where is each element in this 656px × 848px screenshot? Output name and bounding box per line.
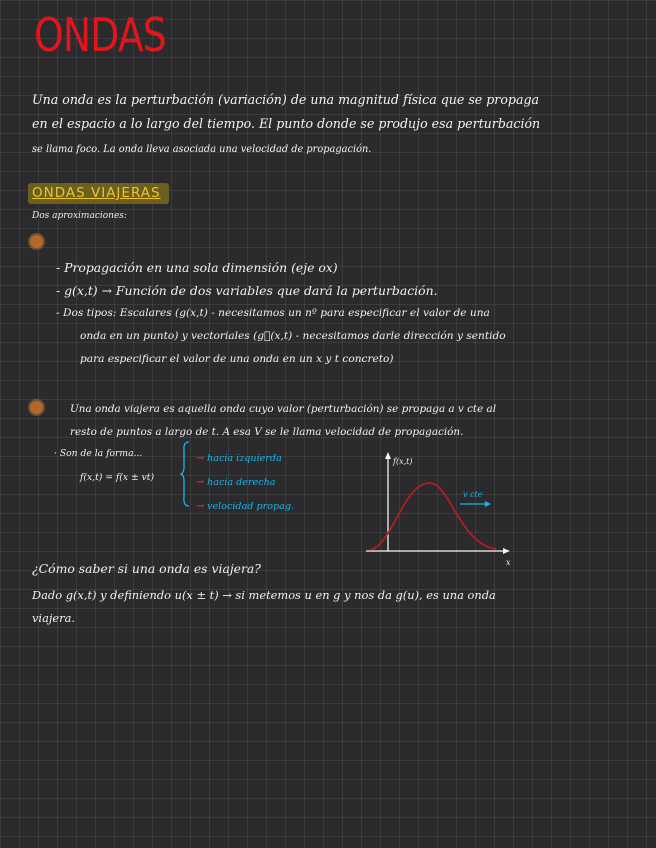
curly-brace-icon bbox=[180, 441, 190, 507]
answer-line-1: Dado g(x,t) y definiendo u(x ± t) → si metemos u en g y nos da g(u), es una onda bbox=[32, 588, 496, 602]
arrow-right-icon: → bbox=[196, 453, 205, 464]
list-item bbox=[56, 302, 626, 371]
list-item-line: onda en un punto) y vectoriales (g⃗(x,t) - necesitamos darle dirección y sentido bbox=[80, 330, 506, 342]
section-subnote: Dos aproximaciones: bbox=[32, 211, 127, 221]
bullet-dot-2 bbox=[30, 401, 43, 414]
list-item: - g(x,t) → Función de dos variables que dará la perturbación. bbox=[56, 283, 438, 298]
bullet-dot-1 bbox=[30, 235, 43, 248]
option-label: velocidad propag. bbox=[207, 501, 295, 512]
list-item: - Propagación en una sola dimensión (eje ox) bbox=[56, 260, 338, 275]
velocity-label: v cte bbox=[463, 490, 483, 499]
option-item bbox=[196, 495, 294, 519]
page-title: ONDAS bbox=[34, 8, 166, 62]
forms-label: · Son de la forma... bbox=[54, 448, 143, 459]
traveling-wave-definition bbox=[70, 398, 636, 444]
list-item-line: para especificar el valor de una onda en un x y t concreto) bbox=[80, 353, 394, 365]
intro-paragraph bbox=[32, 88, 628, 162]
y-axis-arrow-icon bbox=[385, 452, 391, 459]
direction-options bbox=[196, 447, 294, 519]
x-axis-label: x bbox=[506, 558, 511, 567]
option-item bbox=[196, 471, 294, 495]
definition-line-2: resto de puntos a largo de t. A esa V se le llama velocidad de propagación. bbox=[70, 426, 464, 438]
wave-pulse-graph bbox=[362, 450, 522, 570]
arrow-right-icon: → bbox=[196, 477, 205, 488]
intro-line-2: en el espacio a lo largo del tiempo. El punto donde se produjo esa perturbación bbox=[32, 116, 541, 131]
option-item bbox=[196, 447, 294, 471]
y-axis-label: f(x,t) bbox=[393, 457, 413, 466]
x-axis-arrow-icon bbox=[503, 548, 510, 554]
answer-line-2: viajera. bbox=[32, 611, 75, 625]
velocity-arrow-icon bbox=[485, 501, 491, 507]
answer-paragraph bbox=[32, 584, 632, 630]
intro-line-1: Una onda es la perturbación (variación) de una magnitud física que se propaga bbox=[32, 92, 540, 107]
approximations-list bbox=[56, 256, 626, 371]
list-item-line: - Dos tipos: Escalares (g(x,t) - necesitamos un nº para especificar el valor de una bbox=[56, 307, 490, 319]
intro-line-3: se llama foco. La onda lleva asociada una velocidad de propagación. bbox=[32, 144, 372, 155]
arrow-right-icon: → bbox=[196, 501, 205, 512]
definition-line-1: Una onda viajera es aquella onda cuyo valor (perturbación) se propaga a v cte al bbox=[70, 403, 497, 415]
section-heading-ondas-viajeras: ONDAS VIAJERAS bbox=[28, 183, 169, 204]
option-label: hacia derecha bbox=[207, 477, 276, 488]
question-heading: ¿Cómo saber si una onda es viajera? bbox=[32, 561, 261, 576]
option-label: hacia izquierda bbox=[207, 453, 282, 464]
wave-formula: f(x,t) = f(x ± vt) bbox=[80, 472, 155, 483]
